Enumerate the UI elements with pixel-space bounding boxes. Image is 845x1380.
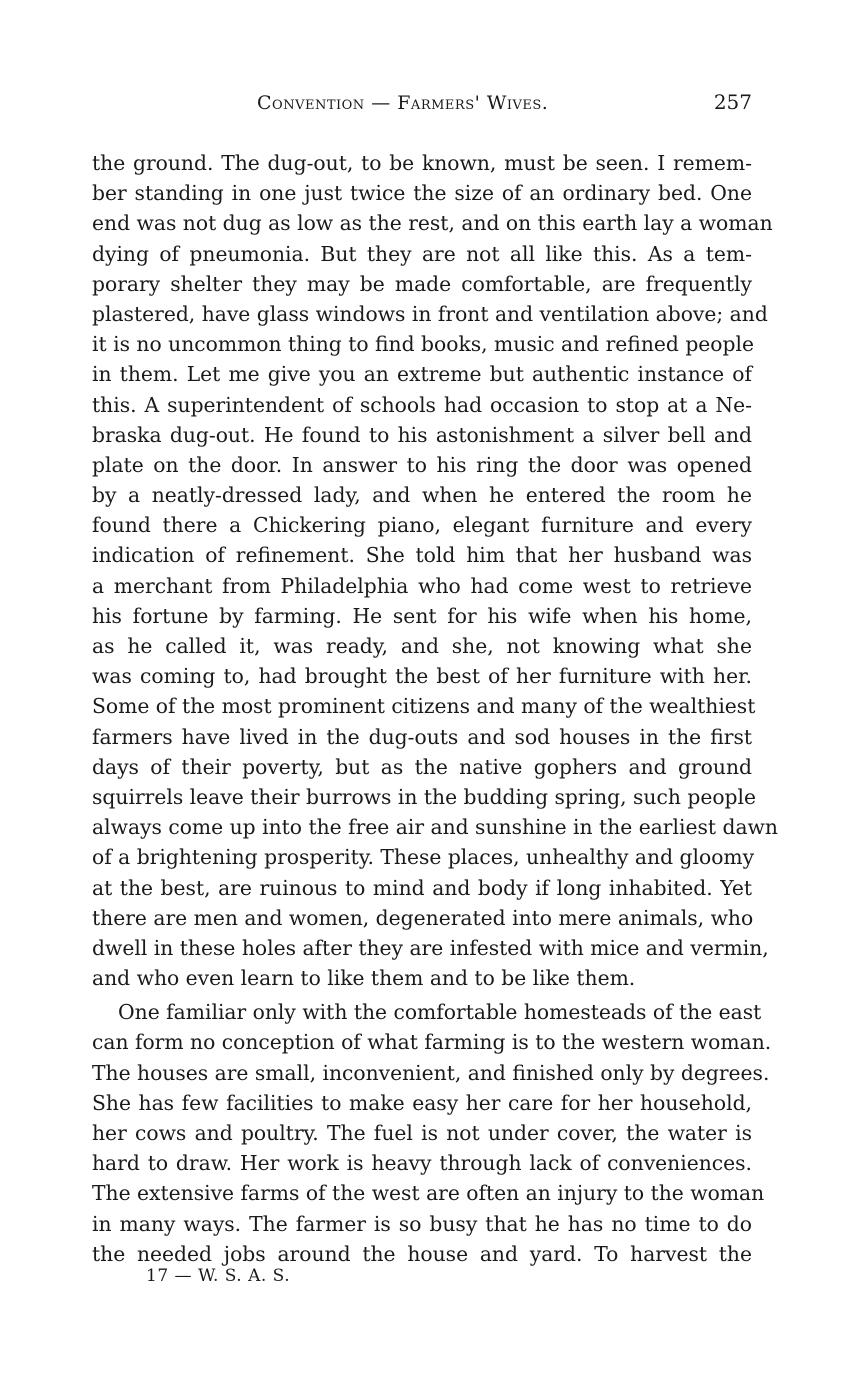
text-line: The extensive farms of the west are often an injury to the woman <box>92 1181 765 1206</box>
text-line: The houses are small, inconvenient, and finished only by degrees. <box>92 1060 770 1085</box>
text-line: dwell in these holes after they are infested with mice and vermin, <box>92 935 769 960</box>
text-line: plastered, have glass windows in front and ventilation above; and <box>92 301 768 326</box>
text-line: Some of the most prominent citizens and many of the wealthiest <box>92 694 756 719</box>
running-head: Convention — Farmers' Wives. <box>257 92 549 114</box>
text-line: the needed jobs around the house and yard. To harvest the <box>92 1241 752 1266</box>
text-line: always come up into the free air and sunshine in the earliest dawn <box>92 815 778 840</box>
text-line: hard to draw. Her work is heavy through lack of conveniences. <box>92 1151 752 1176</box>
text-line: as he called it, was ready, and she, not knowing what she <box>92 634 752 658</box>
text-line: and who even learn to like them and to be like them. <box>92 966 636 991</box>
text-line: was coming to, had brought the best of her furniture with her. <box>92 664 752 689</box>
text-line: in them. Let me give you an extreme but authentic instance of <box>92 362 752 387</box>
text-line: his fortune by farming. He sent for his wife when his home, <box>92 603 752 628</box>
text-line: can form no conception of what farming is to the western woman. <box>92 1030 772 1055</box>
text-line: ber standing in one just twice the size of an ordinary bed. One <box>92 181 752 206</box>
text-line: found there a Chickering piano, elegant furniture and every <box>92 513 752 538</box>
paragraph <box>92 997 772 1269</box>
text-line: plate on the door. In answer to his ring the door was opened <box>92 452 752 477</box>
paragraph <box>92 148 778 993</box>
text-line: porary shelter they may be made comfortable, are frequently <box>92 271 752 296</box>
text-line: of a brightening prosperity. These places, unhealthy and gloomy <box>92 845 755 870</box>
page-number: 257 <box>713 90 752 114</box>
page-header <box>92 88 754 122</box>
text-line: a merchant from Philadelphia who had come west to retrieve <box>92 573 752 598</box>
text-line: at the best, are ruinous to mind and body if long inhabited. Yet <box>92 875 752 900</box>
text-line: by a neatly-dressed lady, and when he entered the room he <box>92 483 752 508</box>
text-line: days of their poverty, but as the native gophers and ground <box>92 754 752 779</box>
text-line: end was not dug as low as the rest, and on this earth lay a woman <box>92 211 773 236</box>
text-line: indication of refinement. She told him that her husband was <box>92 543 752 568</box>
text-line: braska dug-out. He found to his astonishment a silver bell and <box>92 422 752 447</box>
text-line: dying of pneumonia. But they are not all like this. As a tem- <box>92 241 752 266</box>
text-line: her cows and poultry. The fuel is not under cover, the water is <box>92 1121 752 1145</box>
text-line: One familiar only with the comfortable homesteads of the east <box>118 1000 762 1025</box>
text-line: there are men and women, degenerated into mere animals, who <box>92 905 754 930</box>
text-line: farmers have lived in the dug-outs and sod houses in the first <box>92 724 752 749</box>
text-line: squirrels leave their burrows in the budding spring, such people <box>92 784 757 809</box>
text-line: She has few facilities to make easy her care for her household, <box>92 1090 752 1115</box>
text-line: it is no uncommon thing to find books, music and refined people <box>92 332 754 357</box>
text-line: the ground. The dug-out, to be known, must be seen. I remem- <box>92 151 752 175</box>
text-line: in many ways. The farmer is so busy that he has no time to do <box>92 1211 752 1236</box>
text-line: this. A superintendent of schools had occasion to stop at a Ne- <box>92 392 752 417</box>
signature-mark: 17 — W. S. A. S. <box>146 1266 291 1286</box>
body-text <box>92 148 778 1269</box>
